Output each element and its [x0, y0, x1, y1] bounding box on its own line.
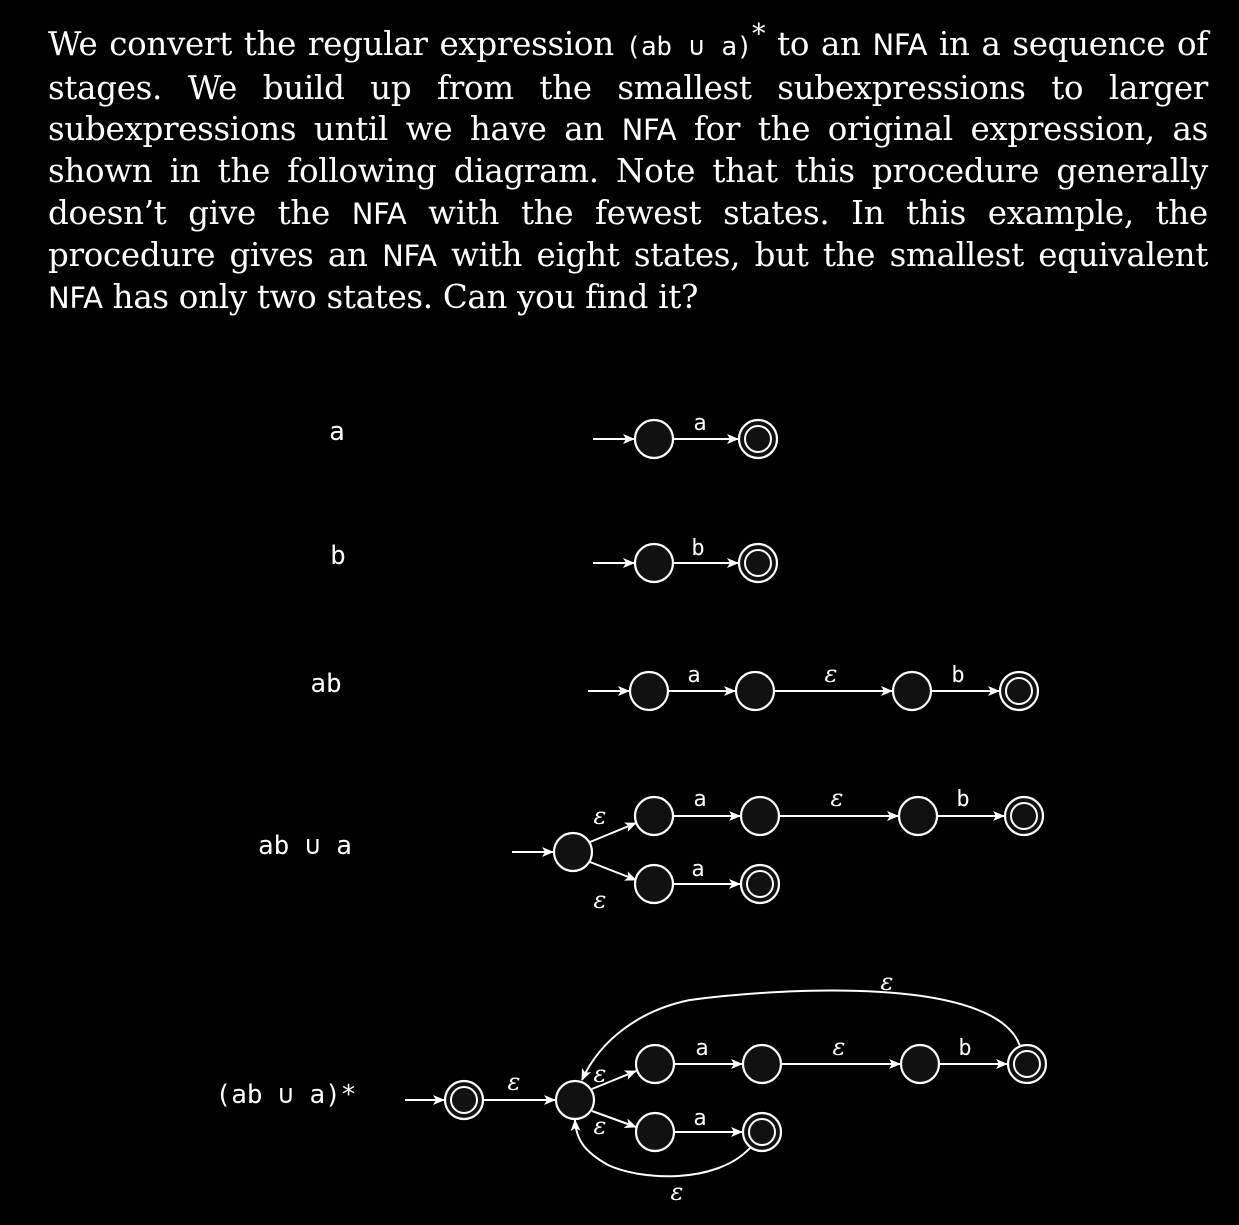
intro-text-7: has only two states. Can you find it?: [102, 278, 699, 317]
regex-star: *: [752, 19, 766, 50]
transition-label: a: [691, 857, 705, 882]
state: [635, 420, 673, 458]
stage-star: [216, 968, 1046, 1206]
stage-ab-label: ab: [310, 669, 342, 699]
transition-label: ε: [507, 1068, 521, 1096]
transition: [590, 862, 636, 880]
transition-label: ε: [593, 1112, 607, 1140]
transition-label: a: [693, 411, 707, 436]
transition-label: b: [691, 536, 705, 561]
regex-code: (ab ∪ a): [625, 31, 753, 62]
state: [635, 544, 673, 582]
transition-label: ε: [593, 1060, 607, 1088]
stage-a-label: a: [329, 417, 345, 447]
transition-label: ε: [593, 886, 607, 914]
transition-label: b: [956, 787, 970, 812]
state: [554, 833, 592, 871]
intro-text-4: for the original expression, as shown in the following diagram. Note that this procedure generally doesn’t give the: [48, 110, 1208, 232]
stage-union: [258, 784, 1043, 914]
state: [636, 1045, 674, 1083]
transition-label: a: [687, 663, 701, 688]
stage-b: [330, 536, 777, 582]
state: [635, 865, 673, 903]
state: [899, 797, 937, 835]
intro-text-1: We convert the regular expression: [48, 24, 626, 63]
transition-label: a: [693, 787, 707, 812]
stage-b-label: b: [330, 541, 346, 571]
state: [736, 672, 774, 710]
state: [556, 1081, 594, 1119]
nfa-abbrev: NFA: [351, 196, 407, 231]
stage-ab: [310, 660, 1038, 710]
intro-text-2: to an: [765, 24, 873, 63]
transition-label: b: [958, 1036, 972, 1061]
stage-star-label: (ab ∪ a)*: [215, 1080, 357, 1110]
stage-a: [329, 411, 777, 458]
transition-label: a: [695, 1036, 709, 1061]
nfa-abbrev: NFA: [48, 281, 103, 316]
intro-text-3: in a sequence of stages. We build up from the smallest subexpressions to larger subexpressions until we have an: [48, 24, 1209, 149]
state: [893, 672, 931, 710]
transition-label: b: [951, 663, 965, 688]
intro-text-6: with eight states, but the smallest equivalent: [436, 235, 1209, 274]
stage-union-label: ab ∪ a: [258, 831, 352, 861]
state: [636, 1113, 674, 1151]
transition-label: ε: [832, 1033, 846, 1061]
transition-label: ε: [830, 784, 844, 812]
transition-label: ε: [824, 660, 838, 688]
state: [901, 1045, 939, 1083]
state: [630, 672, 668, 710]
nfa-abbrev: NFA: [872, 27, 928, 62]
transition-label: a: [693, 1106, 707, 1131]
state: [741, 797, 779, 835]
intro-text-5: with the fewest states. In this example, the procedure gives an: [48, 193, 1208, 274]
state: [743, 1045, 781, 1083]
transition-label: ε: [670, 1178, 684, 1206]
transition-label: ε: [593, 802, 607, 830]
transition-label: ε: [880, 968, 894, 996]
state: [635, 797, 673, 835]
nfa-abbrev: NFA: [382, 238, 437, 273]
nfa-abbrev: NFA: [621, 113, 677, 148]
